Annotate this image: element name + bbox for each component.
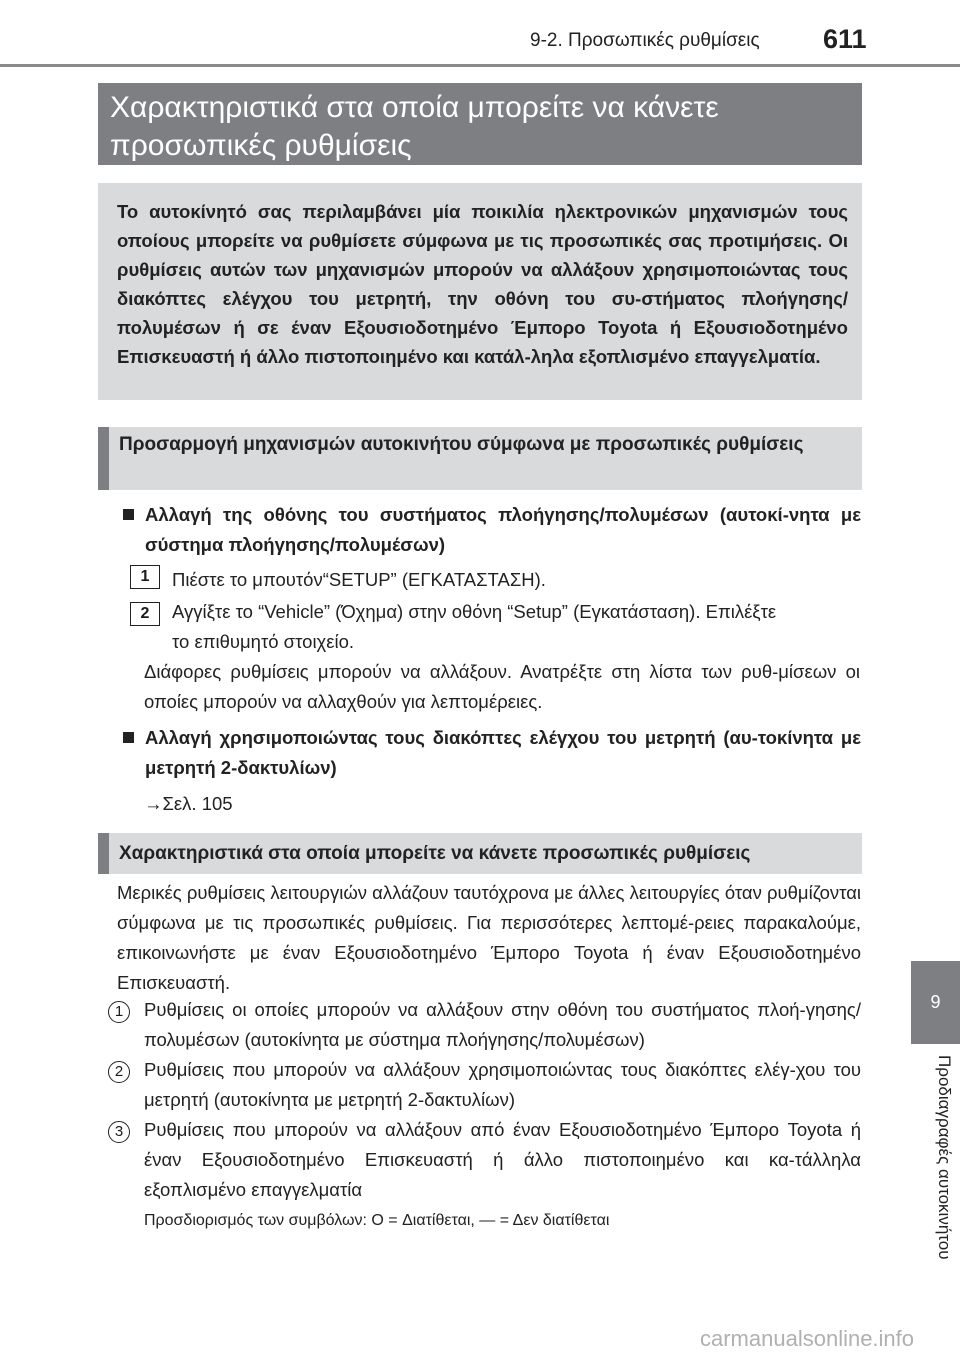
list-item: Ρυθμίσεις που μπορούν να αλλάξουν από έναν Εξουσιοδοτημένο Έμπορο Toyota ή έναν Εξουσιοδοτημένο Επισκευαστή ή άλλο πιστοποιημένο και κα-τάλληλα εξοπλισμένο επαγγελματία <box>144 1119 861 1200</box>
step-text: Αγγίξτε το “Vehicle” (Όχημα) στην οθόνη “Setup” (Εγκατάσταση). Επιλέξτε το επιθυμητό στοιχείο. <box>172 601 777 652</box>
header-rule <box>0 64 960 67</box>
number-circle: 1 <box>108 1001 130 1023</box>
bullet-navigation-screen <box>123 500 861 560</box>
page-number: 611 <box>823 24 867 54</box>
bullet-square-icon <box>123 732 134 743</box>
section-heading-customization: Προσαρμογή μηχανισμών αυτοκινήτου σύμφωνα με προσωπικές ρυθμίσεις <box>98 427 862 490</box>
step-number-box: 1 <box>130 565 160 589</box>
step-text: Πιέστε το μπουτόν“SETUP” (ΕΓΚΑΤΑΣΤΑΣΗ). <box>172 569 546 590</box>
number-circle: 2 <box>108 1061 130 1083</box>
bullet-text: Αλλαγή χρησιμοποιώντας τους διακόπτες ελέγχου του μετρητή (αυ-τοκίνητα με μετρητή 2-δακτυλίων) <box>145 727 861 778</box>
step-number-box: 2 <box>130 602 160 626</box>
watermark: carmanualsonline.info <box>700 1326 915 1351</box>
symbol-legend: Προσδιορισμός των συμβόλων: O = Διατίθεται, — = Δεν διατίθεται <box>144 1212 610 1229</box>
list-item: Ρυθμίσεις που μπορούν να αλλάξουν χρησιμοποιώντας τους διακόπτες ελέγ-χου του μετρητή (αυτοκίνητα με μετρητή 2-δακτυλίων) <box>144 1059 861 1110</box>
bullet-square-icon <box>123 509 134 520</box>
bullet-meter-switches <box>123 723 861 783</box>
bullet-text: Αλλαγή της οθόνης του συστήματος πλοήγησης/πολυμέσων (αυτοκί-νητα με σύστημα πλοήγησης/πολυμέσων) <box>145 504 861 555</box>
side-tab-label: Προδιαγραφές αυτοκινήτου <box>935 1055 954 1260</box>
number-circle: 3 <box>108 1121 130 1143</box>
intro-box: Το αυτοκίνητό σας περιλαμβάνει μία ποικιλία ηλεκτρονικών μηχανισμών τους οποίους μπορείτε να ρυθμίσετε σύμφωνα με τις προσωπικές σας προτιμήσεις. Οι ρυθμίσεις αυτών των μηχανισμών μπορούν να αλλάξουν χρησιμοποιώντας τους διακόπτες ελέγχου του μετρητή, την οθόνη του συ-στήματος πλοήγησης/πολυμέσων ή σε έναν Εξουσιοδοτημένο Έμπορο Toyota ή Εξουσιοδοτημένο Επισκευαστή ή άλλο πιστοποιημένο και κατάλ-ληλα εξοπλισμένο επαγγελματία. <box>98 183 862 400</box>
paragraph-settings-note: Διάφορες ρυθμίσεις μπορούν να αλλάξουν. Ανατρέξτε στη λίστα των ρυθ-μίσεων οι οποίες μπορούν να αλλαχθούν για λεπτομέρειες. <box>144 661 860 712</box>
section-heading-features: Χαρακτηριστικά στα οποία μπορείτε να κάνετε προσωπικές ρυθμίσεις <box>98 833 862 874</box>
side-tab-number: 9 <box>911 961 960 1044</box>
paragraph-features-body: Μερικές ρυθμίσεις λειτουργιών αλλάζουν ταυτόχρονα με άλλες λειτουργίες όταν ρυθμίζονται σύμφωνα με τις προσωπικές ρυθμίσεις. Για περισσότερες λεπτομέ-ρειες παρακαλούμε, επικοινωνήστε με έναν Εξουσιοδοτημένο Έμπορο Toyota ή έναν Εξουσιοδοτημένο Επισκευαστή. <box>117 882 862 993</box>
page-title: Χαρακτηριστικά στα οποία μπορείτε να κάνετε προσωπικές ρυθμίσεις <box>98 83 862 165</box>
header-section-title: 9-2. Προσωπικές ρυθμίσεις <box>530 30 760 51</box>
page-reference: →Σελ. 105 <box>144 793 233 814</box>
list-item: Ρυθμίσεις οι οποίες μπορούν να αλλάξουν στην οθόνη του συστήματος πλοή-γησης/πολυμέσων (αυτοκίνητα με σύστημα πλοήγησης/πολυμέσων) <box>144 999 861 1050</box>
